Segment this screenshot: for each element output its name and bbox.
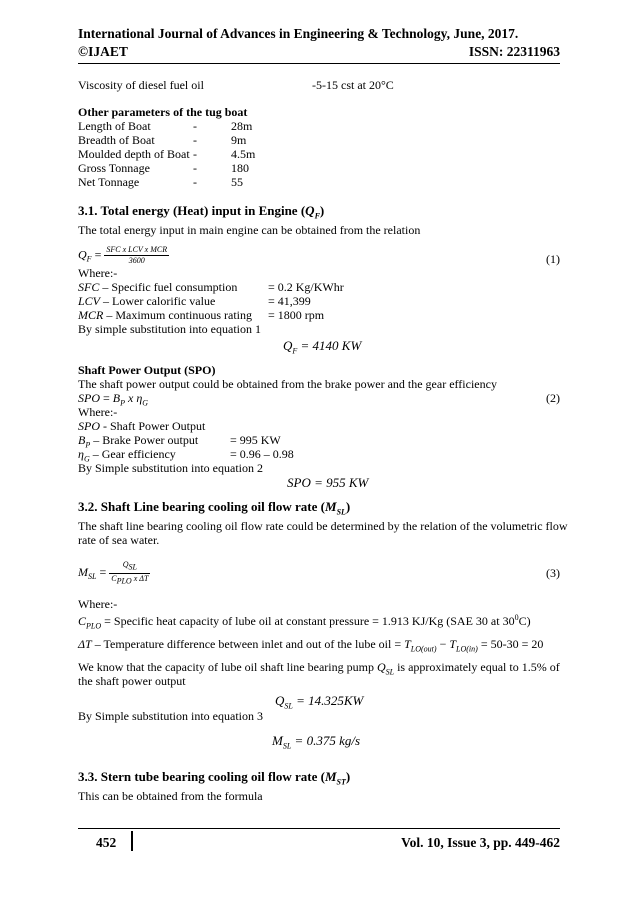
def-mcr-value: = 1800 rpm (268, 308, 325, 322)
viscosity-value: -5-15 cst at 20°C (312, 78, 394, 92)
where-label: Where:- (78, 405, 118, 419)
param-dash: - (193, 161, 197, 175)
def-bp: $B_P$ – Brake Power output (78, 433, 199, 450)
def-eta-value: = 0.96 – 0.98 (230, 447, 294, 461)
def-spo: SPO - Shaft Power Output (78, 419, 206, 433)
equation-3-number: (3) (546, 566, 560, 580)
where-label: Where:- (78, 597, 118, 611)
journal-title: International Journal of Advances in Engineering & Technology, June, 2017. (78, 26, 519, 41)
def-lcv: LCV – Lower calorific value (78, 294, 216, 308)
section-3-2-intro-2: rate of sea water. (78, 533, 160, 547)
issn: ISSN: 22311963 (468, 44, 560, 59)
def-eta: $\eta_G$ – Gear efficiency (78, 447, 176, 464)
param-value: 55 (231, 175, 243, 189)
substitution-3: By Simple substitution into equation 3 (78, 709, 264, 723)
viscosity-label: Viscosity of diesel fuel oil (78, 78, 204, 92)
equation-3: $M_{SL}$ = $\frac{Q_{SL}}{C_{PLO} x \Delta T}$ (78, 560, 149, 586)
param-value: 180 (231, 161, 249, 175)
def-lcv-value: = 41,399 (268, 294, 311, 308)
equation-1-number: (1) (546, 252, 560, 266)
param-label: Breadth of Boat (78, 133, 155, 147)
substitution-1: By simple substitution into equation 1 (78, 322, 261, 336)
param-value: 28m (231, 119, 253, 133)
section-3-1-heading: 3.1. Total energy (Heat) input in Engine $(Q_F)$ (78, 203, 325, 221)
header-rule (78, 63, 560, 64)
copyright: ©IJAET (78, 44, 128, 59)
equation-1: $Q_F$ = $\frac{\text{SFC x LCV x MCR}}{3600}$ (78, 245, 168, 265)
param-label: Length of Boat (78, 119, 151, 133)
param-dash: - (193, 119, 197, 133)
result-qf: $Q_F = 4140$ KW (283, 338, 362, 356)
section-3-2-para-1: We know that the capacity of lube oil shaft line bearing pump $Q_{SL}$ is approximately equal to 1.5% of (78, 660, 560, 677)
def-cplo: $C_{PLO}$ = Specific heat capacity of lube oil at constant pressure = 1.913 KJ/Kg (SAE 30 at $30^0C$) (78, 613, 531, 631)
substitution-2: By Simple substitution into equation 2 (78, 461, 264, 475)
param-dash: - (193, 147, 197, 161)
def-mcr: MCR – Maximum continuous rating (78, 308, 252, 322)
result-spo: SPO = 955 KW (287, 475, 369, 490)
param-value: 4.5m (231, 147, 256, 161)
result-qsl: $Q_{SL} = 14.325KW$ (275, 693, 364, 711)
spo-heading: Shaft Power Output (SPO) (78, 363, 216, 377)
equation-2-number: (2) (546, 391, 560, 405)
equation-3-fraction: $\frac{Q_{SL}}{C_{PLO} x \Delta T}$ (111, 560, 149, 586)
section-3-2-para-2: the shaft power output (78, 674, 186, 688)
def-bp-value: = 995 KW (230, 433, 281, 447)
page-number: 452 (96, 835, 117, 850)
section-3-3-heading: 3.3. Stern tube bearing cooling oil flow rate $(M_{ST})$ (78, 769, 351, 787)
param-dash: - (193, 133, 197, 147)
section-3-2-heading: 3.2. Shaft Line bearing cooling oil flow rate $(M_{SL})$ (78, 499, 351, 517)
equation-2: SPO = $B_P$ x $\eta_G$ (78, 391, 149, 408)
result-msl: $M_{SL} = 0.375$ kg/s (272, 733, 361, 751)
param-label: Moulded depth of Boat (78, 147, 190, 161)
footer-rule (78, 828, 560, 829)
section-3-3-intro: This can be obtained from the formula (78, 789, 263, 803)
def-sfc: SFC – Specific fuel consumption (78, 280, 238, 294)
param-label: Net Tonnage (78, 175, 140, 189)
def-delta-t: ΔT – Temperature difference between inlet and out of the lube oil = $T_{LO(out)} - T_{LO(in)} = 50-30 = 20$ (78, 637, 544, 654)
def-sfc-value: = 0.2 Kg/KWhr (268, 280, 344, 294)
param-value: 9m (231, 133, 247, 147)
footer-divider (131, 831, 133, 851)
section-3-2-intro-1: The shaft line bearing cooling oil flow rate could be determined by the relation of the volumetric flow (78, 519, 568, 533)
volume-info: Vol. 10, Issue 3, pp. 449-462 (401, 835, 560, 850)
param-label: Gross Tonnage (78, 161, 150, 175)
spo-intro: The shaft power output could be obtained from the brake power and the gear efficiency (78, 377, 497, 391)
equation-1-fraction: $\frac{\text{SFC x LCV x MCR}}{3600}$ (106, 245, 168, 265)
where-label: Where:- (78, 266, 118, 280)
param-dash: - (193, 175, 197, 189)
params-title: Other parameters of the tug boat (78, 105, 248, 119)
section-3-1-intro: The total energy input in main engine can be obtained from the relation (78, 223, 421, 237)
